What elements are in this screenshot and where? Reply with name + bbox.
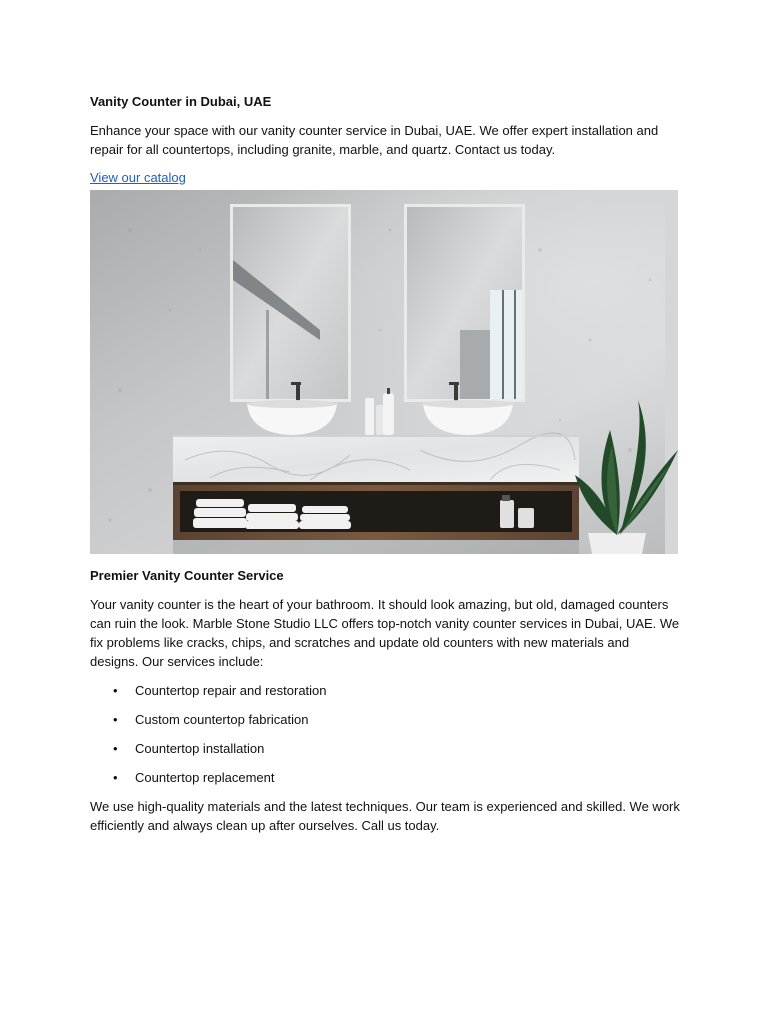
list-item bbox=[90, 768, 680, 787]
page-title: Vanity Counter in Dubai, UAE bbox=[90, 94, 272, 109]
list-item bbox=[90, 710, 680, 729]
service-label: Countertop replacement bbox=[135, 770, 275, 785]
bullet-icon: • bbox=[113, 712, 118, 727]
list-item bbox=[90, 739, 680, 758]
bullet-icon: • bbox=[113, 683, 118, 698]
closing-paragraph: We use high-quality materials and the latest techniques. Our team is experienced and skilled. We work efficiently and always clean up after ourselves. Call us today. bbox=[90, 799, 680, 833]
section-body: Your vanity counter is the heart of your bathroom. It should look amazing, but old, damaged counters can ruin the look. Marble Stone Studio LLC offers top-notch vanity counter services in Dubai, UAE. We fix problems like cracks, chips, and scratches and update old counters with new materials and designs. Our services include: bbox=[90, 597, 680, 669]
service-label: Countertop repair and restoration bbox=[135, 683, 327, 698]
bullet-icon: • bbox=[113, 741, 118, 756]
service-label: Custom countertop fabrication bbox=[135, 712, 309, 727]
section-heading: Premier Vanity Counter Service bbox=[90, 568, 284, 583]
bullet-icon: • bbox=[113, 770, 118, 785]
services-list bbox=[90, 681, 680, 787]
catalog-link[interactable]: View our catalog bbox=[90, 170, 186, 185]
intro-paragraph: Enhance your space with our vanity counter service in Dubai, UAE. We offer expert installation and repair for all countertops, including granite, marble, and quartz. Contact us today. bbox=[90, 123, 659, 157]
bathroom-vanity-photo bbox=[90, 190, 678, 554]
list-item bbox=[90, 681, 680, 700]
service-label: Countertop installation bbox=[135, 741, 265, 756]
document-page bbox=[90, 93, 680, 845]
